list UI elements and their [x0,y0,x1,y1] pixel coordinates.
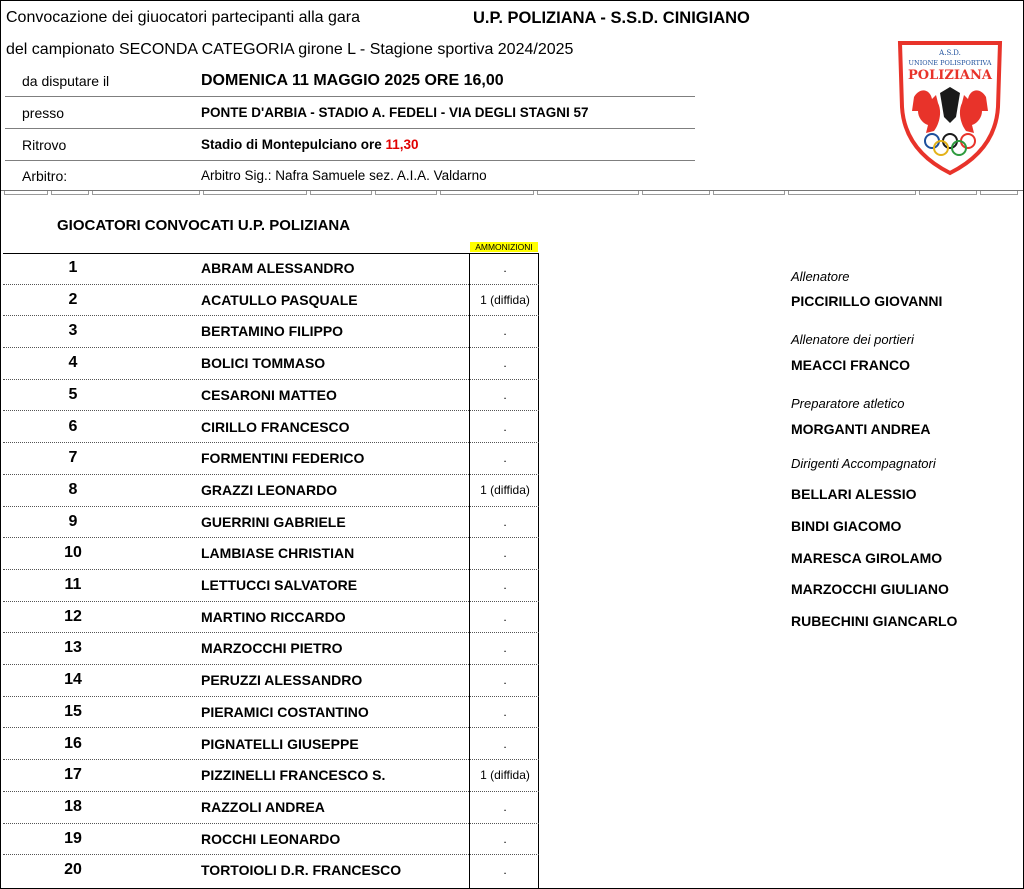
coach-name: PICCIRILLO GIOVANNI [791,293,943,309]
player-name: BERTAMINO FILIPPO [201,323,344,340]
crest-name-text: POLIZIANA [908,68,992,83]
table-row [3,633,539,665]
venue-label: presso [22,105,65,121]
player-name: CESARONI MATTEO [201,386,337,403]
table-row [3,443,539,475]
director-name: BELLARI ALESSIO [791,486,917,502]
player-number: 8 [68,480,78,498]
player-name: ABRAM ALESSANDRO [201,260,355,276]
director-name: MARESCA GIROLAMO [791,550,943,566]
grid-segment [713,191,785,195]
date-value: DOMENICA 11 MAGGIO 2025 ORE 16,00 [201,72,504,89]
crest-top-text: A.S.D. [939,49,961,57]
table-row [3,760,539,792]
player-name: GUERRINI GABRIELE [201,513,346,530]
player-cautions: . [503,641,507,656]
player-number: 18 [64,797,82,815]
player-number: 13 [64,639,82,657]
player-cautions: . [503,419,507,434]
table-row [3,475,539,507]
info-divider [5,96,695,97]
player-name: TORTOIOLI D.R. FRANCESCO [201,862,402,879]
grid-segment [919,191,977,195]
player-cautions: 1 (diffida) [480,768,530,783]
club-crest-icon [894,37,1006,177]
player-name: ACATULLO PASQUALE [201,291,358,308]
player-cautions: . [503,704,507,719]
table-row [3,824,539,856]
gk-coach-role: Allenatore dei portieri [791,332,914,347]
grid-segment [51,191,89,195]
referee-value: Arbitro Sig.: Nafra Samuele sez. A.I.A. Valdarno [201,168,487,183]
meet-time: 11,30 [385,137,419,152]
player-number: 7 [68,449,78,467]
grid-segment [375,191,437,195]
referee-label: Arbitro: [22,168,68,184]
player-number: 15 [64,702,82,720]
info-divider [5,128,695,129]
player-cautions: . [503,609,507,624]
player-number: 3 [68,322,78,340]
player-name: PERUZZI ALESSANDRO [201,672,363,689]
header-line2: del campionato SECONDA CATEGORIA girone L - Stagione sportiva 2024/2025 [6,41,574,58]
player-number: 12 [64,607,82,625]
player-name: LAMBIASE CHRISTIAN [201,545,355,562]
player-number: 1 [68,259,78,276]
player-name: RAZZOLI ANDREA [201,798,325,815]
table-row [3,380,539,412]
player-name: PIERAMICI COSTANTINO [201,703,369,720]
player-name: PIGNATELLI GIUSEPPE [201,735,359,752]
player-cautions: . [503,831,507,846]
fitness-role: Preparatore atletico [791,396,905,411]
grid-segment [980,191,1018,195]
meet-value [201,137,419,152]
table-row [3,665,539,697]
player-number: 14 [64,671,82,689]
meet-label: Ritrovo [22,137,67,153]
player-number: 5 [68,385,78,403]
table-row [3,285,539,317]
player-cautions: 1 (diffida) [480,292,530,307]
player-number: 11 [64,576,82,593]
player-name: LETTUCCI SALVATORE [201,577,358,593]
player-name: ROCCHI LEONARDO [201,830,341,847]
table-row [3,412,539,444]
date-label: da disputare il [22,73,110,89]
player-cautions: . [503,863,507,878]
table-row [3,253,539,285]
player-cautions: . [503,324,507,339]
grid-segment [537,191,639,195]
director-name: BINDI GIACOMO [791,518,902,534]
player-cautions: . [503,736,507,751]
player-number: 19 [64,829,82,847]
player-name: BOLICI TOMMASO [201,355,326,372]
player-number: 20 [64,861,82,879]
table-row [3,538,539,570]
table-row [3,792,539,824]
directors-role: Dirigenti Accompagnatori [791,456,936,471]
table-row [3,697,539,729]
player-cautions: . [503,673,507,688]
grid-segment [788,191,916,195]
player-cautions: . [503,451,507,466]
table-row [3,507,539,539]
table-row [3,570,539,602]
player-cautions: . [503,578,507,592]
player-number: 9 [68,512,78,530]
coach-role: Allenatore [791,269,850,284]
player-cautions: . [503,387,507,402]
squad-title: GIOCATORI CONVOCATI U.P. POLIZIANA [57,217,351,234]
grid-segment [642,191,710,195]
player-cautions: . [503,261,507,275]
table-row [3,316,539,348]
player-name: GRAZZI LEONARDO [201,481,338,498]
meet-place: Stadio di Montepulciano ore [201,137,382,152]
crest-mid-text: UNIONE POLISPORTIVA [908,59,992,67]
venue-value: PONTE D'ARBIA - STADIO A. FEDELI - VIA DEGLI STAGNI 57 [201,105,589,120]
player-name: MARTINO RICCARDO [201,608,346,625]
player-cautions: . [503,356,507,371]
player-name: CIRILLO FRANCESCO [201,418,350,435]
player-number: 4 [68,354,78,372]
table-row [3,729,539,761]
player-cautions: . [503,546,507,561]
grid-segment [203,191,307,195]
header-line1: Convocazione dei giuocatori partecipanti alla gara [6,9,360,26]
player-number: 16 [64,734,82,752]
gk-coach-name: MEACCI FRANCO [791,357,910,373]
director-name: MARZOCCHI GIULIANO [791,581,949,597]
info-divider [5,160,695,161]
fitness-name: MORGANTI ANDREA [791,421,931,437]
table-row [3,602,539,634]
grid-segment [440,191,534,195]
grid-segment [4,191,48,195]
table-row [3,348,539,380]
player-name: MARZOCCHI PIETRO [201,640,343,657]
player-number: 10 [64,544,82,562]
grid-segment [92,191,200,195]
amm-header: AMMONIZIONI [470,242,538,252]
player-number: 2 [68,290,78,308]
player-name: FORMENTINI FEDERICO [201,450,365,467]
match-title: U.P. POLIZIANA - S.S.D. CINIGIANO [473,9,750,27]
player-cautions: . [503,799,507,814]
player-name: PIZZINELLI FRANCESCO S. [201,767,386,784]
player-number: 17 [64,766,82,784]
table-row [3,855,539,887]
player-cautions: 1 (diffida) [480,482,530,497]
grid-segment [310,191,372,195]
player-number: 6 [68,417,78,435]
director-name: RUBECHINI GIANCARLO [791,613,958,629]
player-cautions: . [503,514,507,529]
